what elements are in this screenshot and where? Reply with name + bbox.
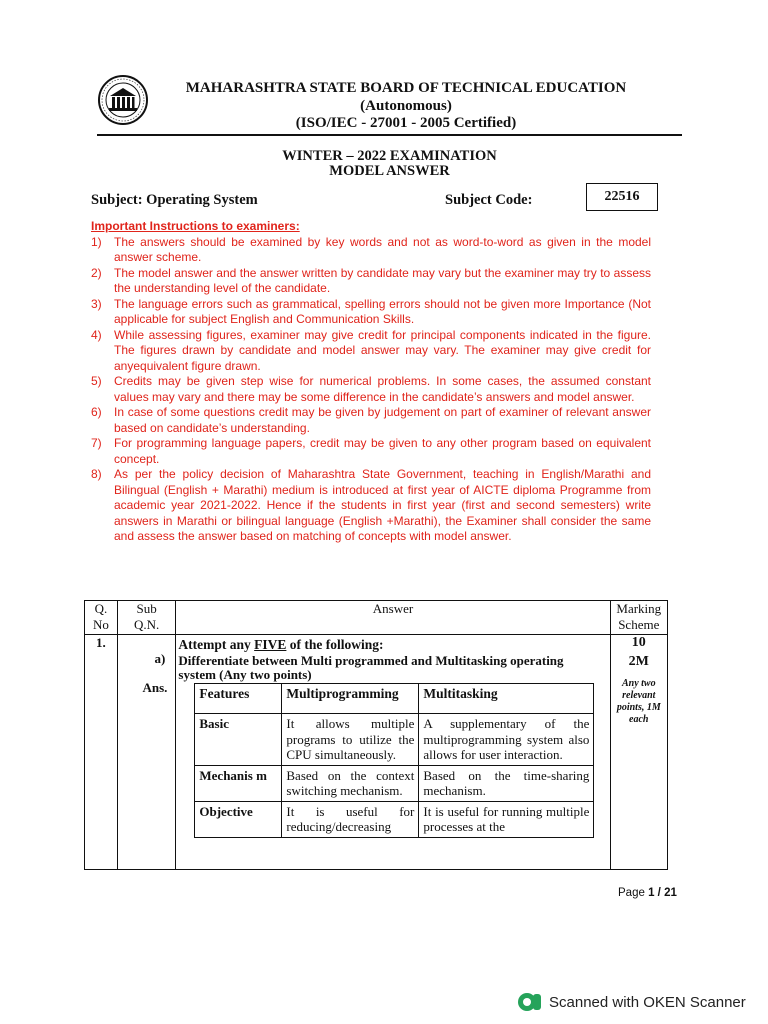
answer-table bbox=[84, 600, 668, 870]
subject-code-label: Subject Code: bbox=[445, 192, 533, 208]
header-q-no: Q. No bbox=[85, 601, 118, 635]
board-name: MAHARASHTRA STATE BOARD OF TECHNICAL EDUCATION bbox=[185, 80, 627, 96]
question-marks: 2M bbox=[628, 654, 649, 669]
header-divider bbox=[97, 134, 682, 136]
answer-cell bbox=[176, 635, 610, 870]
instruction-item: 4) While assessing figures, examiner may give credit for principal components indicated in the figure. The figures drawn by candidate and model answer may vary. The examiner may give credit for anyequivalent figure drawn. bbox=[91, 327, 651, 373]
table-row bbox=[85, 635, 668, 870]
comparison-row bbox=[195, 714, 594, 766]
comparison-row bbox=[195, 765, 594, 801]
instruction-item: 5) Credits may be given step wise for numerical problems. In some cases, the assumed constant values may vary and there may be some difference in the candidate’s answers and model answer. bbox=[91, 374, 651, 404]
question-text-cont: system (Any two points) bbox=[178, 667, 312, 682]
comparison-row bbox=[195, 801, 594, 837]
examiner-instructions bbox=[91, 219, 651, 545]
col-multiprogramming: Multiprogramming bbox=[282, 684, 419, 714]
total-marks: 10 bbox=[631, 635, 646, 650]
feature-cell: Basic bbox=[195, 714, 282, 766]
col-multitasking: Multitasking bbox=[419, 684, 594, 714]
multiprogramming-cell: It is useful for reducing/decreasing bbox=[282, 801, 419, 837]
header-marking-scheme: Marking Scheme bbox=[610, 601, 667, 635]
comparison-table bbox=[194, 683, 594, 838]
col-features: Features bbox=[195, 684, 282, 714]
multiprogramming-cell: Based on the context switching mechanism. bbox=[282, 765, 419, 801]
feature-cell: Objective bbox=[195, 801, 282, 837]
scanner-label: Scanned with OKEN Scanner bbox=[549, 993, 746, 1011]
answer-label: Ans. bbox=[142, 680, 168, 695]
sub-question-cell bbox=[117, 635, 176, 870]
table-header-row bbox=[85, 601, 668, 635]
multitasking-cell: Based on the time-sharing mechanism. bbox=[419, 765, 594, 801]
header-answer: Answer bbox=[176, 601, 610, 635]
comparison-header-row bbox=[195, 684, 594, 714]
oken-scanner-icon bbox=[517, 991, 543, 1013]
exam-title: WINTER – 2022 EXAMINATION bbox=[282, 148, 497, 164]
instruction-item: 2) The model answer and the answer written by candidate may vary but the examiner may try to assess the understanding level of the candidate. bbox=[91, 265, 651, 295]
attempt-instruction: Attempt any FIVE of the following: bbox=[178, 637, 384, 652]
marking-cell bbox=[610, 635, 667, 870]
question-number: 1. bbox=[85, 635, 118, 870]
subject-label: Subject: Operating System bbox=[91, 192, 258, 208]
sub-question-number: a) bbox=[154, 651, 166, 666]
scanner-watermark bbox=[517, 991, 746, 1013]
marking-note: Any two relevant points, 1M each bbox=[616, 678, 661, 725]
multitasking-cell: A supplementary of the multiprogramming system also allows for user interaction. bbox=[419, 714, 594, 766]
multitasking-cell: It is useful for running multiple processes at the bbox=[419, 801, 594, 837]
instruction-item: 7) For programming language papers, credit may be given to any other program based on equivalent concept. bbox=[91, 436, 651, 466]
header-sub-qn: Sub Q.N. bbox=[117, 601, 176, 635]
instruction-item: 6) In case of some questions credit may be given by judgement on part of examiner of relevant answer based on candidate’s understanding. bbox=[91, 405, 651, 435]
certification-line: (ISO/IEC - 27001 - 2005 Certified) bbox=[295, 115, 517, 131]
feature-cell: Mechanis m bbox=[195, 765, 282, 801]
page-number: Page 1 / 21 bbox=[618, 887, 677, 899]
instructions-title: Important Instructions to examiners: bbox=[91, 219, 300, 233]
msbte-logo bbox=[97, 74, 149, 126]
instruction-item: 1) The answers should be examined by key words and not as word-to-word as given in the model answer scheme. bbox=[91, 234, 651, 264]
instruction-item: 3) The language errors such as grammatical, spelling errors should not be given more Importance (Not applicable for subject English and Communication Skills. bbox=[91, 296, 651, 326]
multiprogramming-cell: It allows multiple programs to utilize the CPU simultaneously. bbox=[282, 714, 419, 766]
question-text: Differentiate between Multi programmed and Multitasking operating bbox=[178, 653, 564, 668]
exam-subtitle: MODEL ANSWER bbox=[329, 163, 450, 179]
autonomous-line: (Autonomous) bbox=[360, 98, 452, 114]
subject-code-box: 22516 bbox=[586, 183, 658, 211]
instruction-item: 8) As per the policy decision of Maharashtra State Government, teaching in English/Marathi and Bilingual (English + Marathi) medium is introduced at first year of AICTE diploma Programme from academic year 2021-2022. Hence if the students in first year (first and second semesters) write answers in Marathi or bilingual language (English +Marathi), the Examiner shall consider the same and assess the answer based on matching of concepts with model answer. bbox=[91, 467, 651, 543]
